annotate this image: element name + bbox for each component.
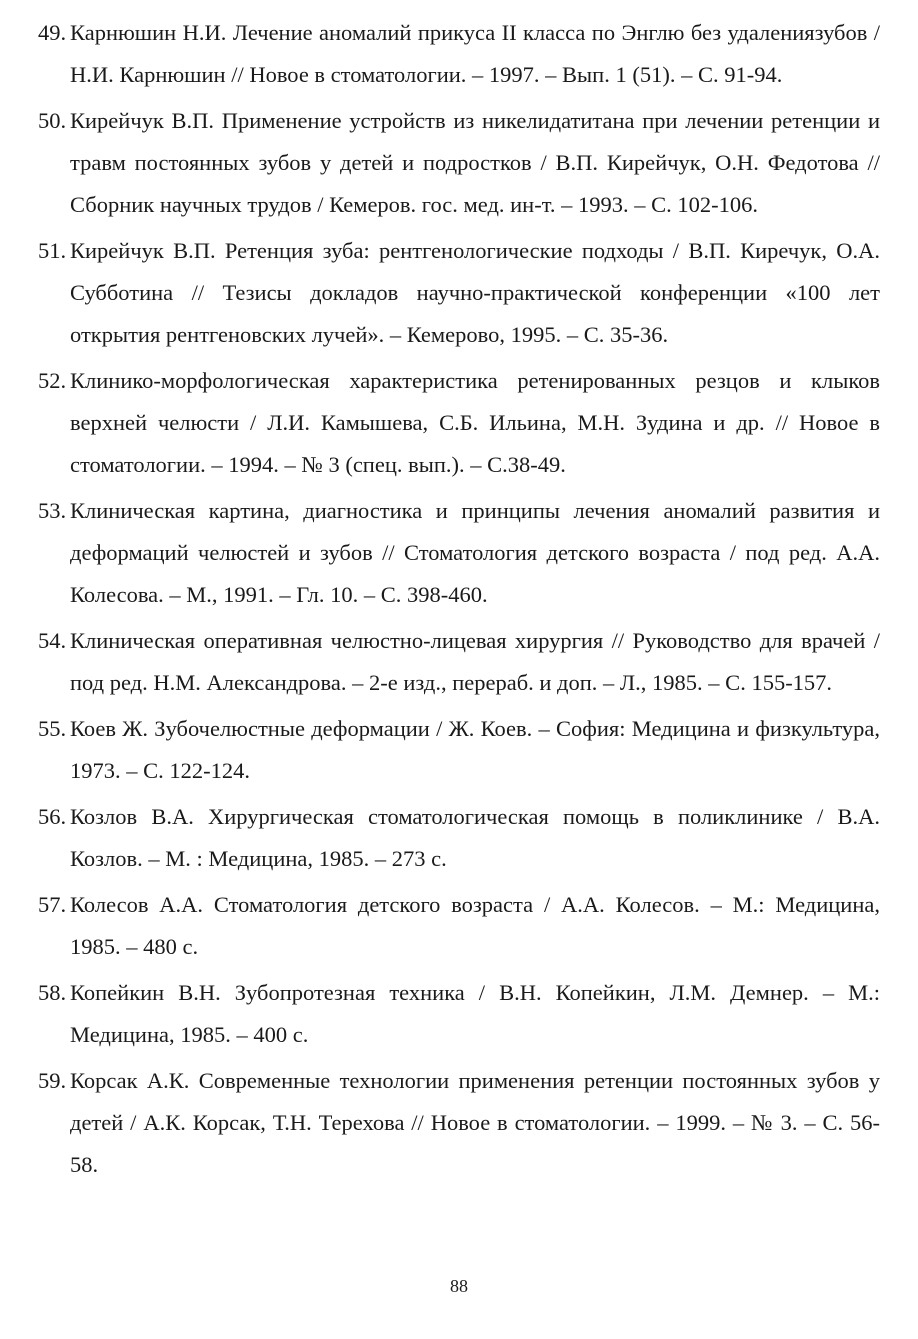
reference-item bbox=[38, 230, 880, 356]
reference-number: 51. bbox=[38, 238, 67, 263]
reference-text: Клиническая картина, диагностика и принципы лечения аномалий развития и деформаций челюстей и зубов // Стоматология детского возраста / под ред. А.А. Колесова. – М., 1991. – Гл. 10. – С. 398-460. bbox=[70, 498, 880, 607]
reference-number: 58. bbox=[38, 980, 67, 1005]
reference-number: 55. bbox=[38, 716, 67, 741]
reference-text: Кирейчук В.П. Применение устройств из никелидатитана при лечении ретенции и травм постоянных зубов у детей и подростков / В.П. Кирейчук, О.Н. Федотова // Сборник научных трудов / Кемеров. гос. мед. ин-т. – 1993. – С. 102-106. bbox=[70, 108, 880, 217]
reference-text: Козлов В.А. Хирургическая стоматологическая помощь в поликлинике / В.А. Козлов. – М. : Медицина, 1985. – 273 с. bbox=[70, 804, 880, 871]
reference-number: 49. bbox=[38, 20, 67, 45]
reference-list bbox=[38, 12, 880, 1190]
reference-text: Карнюшин Н.И. Лечение аномалий прикуса II класса по Энглю без удалениязубов / Н.И. Карнюшин // Новое в стоматологии. – 1997. – Вып. 1 (51). – С. 91-94. bbox=[70, 20, 880, 87]
reference-item bbox=[38, 12, 880, 96]
reference-number: 50. bbox=[38, 108, 67, 133]
reference-number: 54. bbox=[38, 628, 67, 653]
reference-text: Клиническая оперативная челюстно-лицевая хирургия // Руководство для врачей / под ред. Н.М. Александрова. – 2-е изд., перераб. и доп. – Л., 1985. – С. 155-157. bbox=[70, 628, 880, 695]
reference-text: Кирейчук В.П. Ретенция зуба: рентгенологические подходы / В.П. Киречук, О.А. Субботина // Тезисы докладов научно-практической конференции «100 лет открытия рентгеновских лучей». – Кемерово, 1995. – С. 35-36. bbox=[70, 238, 880, 347]
reference-item bbox=[38, 620, 880, 704]
reference-item bbox=[38, 100, 880, 226]
reference-text: Корсак А.К. Современные технологии применения ретенции постоянных зубов у детей / А.К. Корсак, Т.Н. Терехова // Новое в стоматологии. – 1999. – № 3. – С. 56-58. bbox=[70, 1068, 880, 1177]
reference-item bbox=[38, 972, 880, 1056]
reference-number: 56. bbox=[38, 804, 67, 829]
reference-item bbox=[38, 490, 880, 616]
reference-item bbox=[38, 708, 880, 792]
reference-item bbox=[38, 796, 880, 880]
reference-item bbox=[38, 884, 880, 968]
reference-text: Коев Ж. Зубочелюстные деформации / Ж. Коев. – София: Медицина и физкультура, 1973. – С. 122-124. bbox=[70, 716, 880, 783]
reference-number: 57. bbox=[38, 892, 67, 917]
reference-item bbox=[38, 360, 880, 486]
page-number: 88 bbox=[450, 1276, 468, 1296]
reference-item bbox=[38, 1060, 880, 1186]
reference-text: Клинико-морфологическая характеристика ретенированных резцов и клыков верхней челюсти / Л.И. Камышева, С.Б. Ильина, М.Н. Зудина и др. // Новое в стоматологии. – 1994. – № 3 (спец. вып.). – С.38-49. bbox=[70, 368, 880, 477]
reference-text: Колесов А.А. Стоматология детского возраста / А.А. Колесов. – М.: Медицина, 1985. – 480 с. bbox=[70, 892, 880, 959]
reference-number: 53. bbox=[38, 498, 67, 523]
reference-text: Копейкин В.Н. Зубопротезная техника / В.Н. Копейкин, Л.М. Демнер. – М.: Медицина, 1985. – 400 с. bbox=[70, 980, 880, 1047]
reference-number: 59. bbox=[38, 1068, 67, 1093]
reference-number: 52. bbox=[38, 368, 67, 393]
